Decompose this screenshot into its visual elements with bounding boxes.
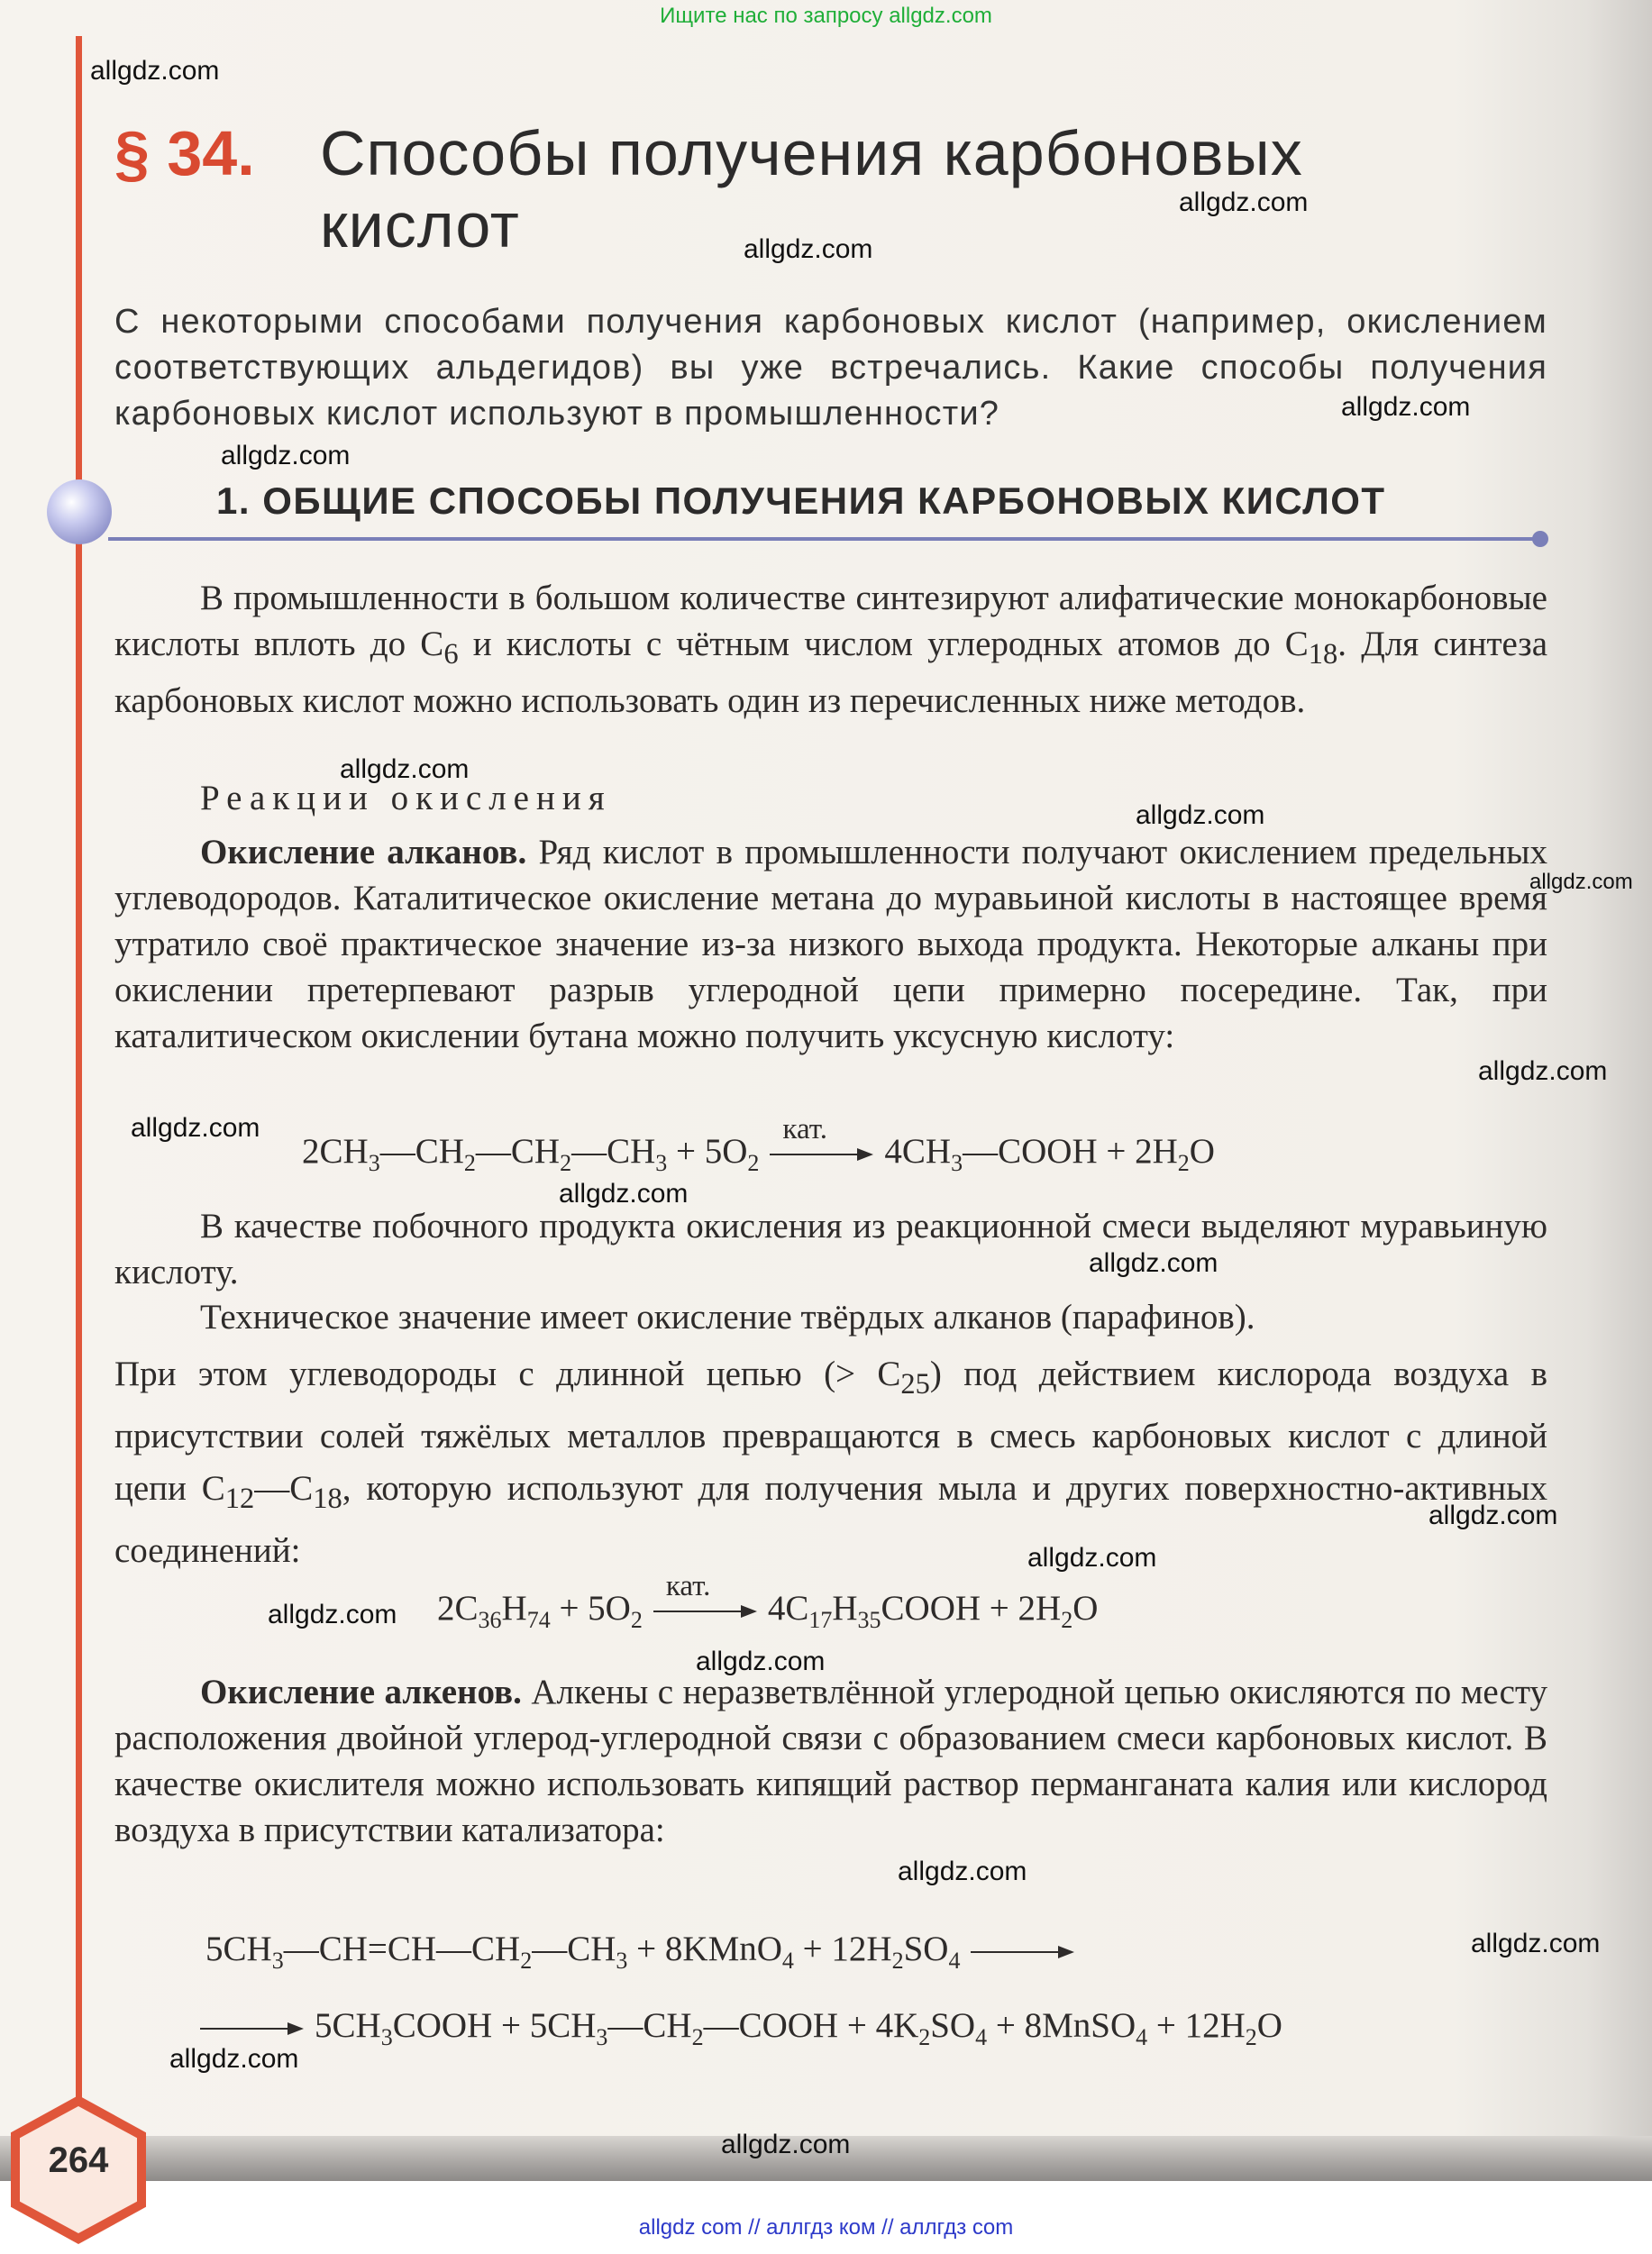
paragraph-alkanes: Окисление алканов. Ряд кислот в промышленности получают окислением предельных углеводородов. Каталитическое окисление метана до муравьиной кислоты в настоящее время утратило своё практическое значение из-за низкого выхода продукта. Некоторые алканы при окислении претерпевают разрыв углеродной цепи примерно посередине. Так, при каталитическом окислении бутана можно получить уксусную кислоту: (114, 833, 1547, 1055)
watermark: allgdz.com (1136, 800, 1265, 830)
paragraph-byproduct: В качестве побочного продукта окисления из реакционной смеси выделяют муравьиную кислоту. (114, 1207, 1547, 1291)
reaction-arrow: кат. (770, 1145, 873, 1164)
section-number: § 34. (114, 118, 255, 188)
paragraph-technical: Техническое значение имеет окисление твёрдых алканов (парафинов). (200, 1298, 1255, 1337)
watermark: allgdz.com (559, 1179, 689, 1209)
watermark: allgdz.com (721, 2130, 851, 2159)
watermark: allgdz.com (131, 1113, 260, 1143)
reactions-heading: Реакции окисления (200, 779, 612, 817)
watermark: allgdz.com (1471, 1929, 1601, 1958)
watermark: allgdz.com (1428, 1501, 1558, 1530)
equation-butane-oxidation: $2CH_3—CH_2—CH_2—CH_3 + 5O_2$ кат. $4CH_3—COOH + 2H_2O$ (302, 1113, 1215, 1176)
page-number: 264 (48, 2140, 109, 2180)
subsection-rule (108, 537, 1541, 541)
watermark: allgdz.com (898, 1857, 1027, 1886)
watermark: allgdz.com (1529, 870, 1633, 894)
paragraph-paraffin: При этом углеводороды с длинной цепью (> $C_{25}$) под действием кислорода воздуха в присутствии солей тяжёлых металлов превращаются в смесь карбоновых кислот с длиной цепи $C_{12}—C_{18}$, которую используют для получения мыла и других поверхностно-активных соединений: (114, 1355, 1548, 1570)
watermark: allgdz.com (169, 2044, 299, 2074)
section-title-line2: кислот (320, 190, 520, 260)
alkenes-heading: Окисление алкенов. (200, 1673, 522, 1711)
paragraph-industry: В промышленности в большом количестве синтезируют алифатические монокарбоновые кислоты вплоть до $C_6$ и кислоты с чётным числом углеродных атомов до $C_{18}$. Для синтеза карбоновых кислот можно использовать один из перечисленных ниже методов. (114, 579, 1548, 720)
reaction-arrow: кат. (653, 1602, 757, 1620)
top-banner: Ищите нас по запросу allgdz.com (660, 4, 992, 28)
subsection-rule-dot (1532, 531, 1548, 547)
subsection-ball-icon (47, 479, 112, 544)
margin-rule (76, 36, 82, 2109)
watermark: allgdz.com (744, 234, 873, 264)
reaction-arrow (971, 1943, 1074, 1961)
watermark: allgdz.com (696, 1647, 826, 1676)
watermark: allgdz.com (1089, 1248, 1218, 1278)
watermark: allgdz.com (1478, 1056, 1608, 1086)
reaction-arrow (200, 2020, 304, 2038)
equation-paraffin-oxidation: $2C_{36}H_{74} + 5O_2$ кат. $4C_{17}H_{35}COOH + 2H_2O$ (437, 1570, 1099, 1633)
subsection-title: 1. ОБЩИЕ СПОСОБЫ ПОЛУЧЕНИЯ КАРБОНОВЫХ КИСЛОТ (216, 479, 1386, 522)
bottom-banner: allgdz com // аллгдз ком // аллгдз com (638, 2215, 1014, 2240)
alkanes-heading: Окисление алканов. (200, 833, 527, 871)
intro-paragraph: С некоторыми способами получения карбоновых кислот (например, окислением соответствующих альдегидов) вы уже встречались. Какие способы получения карбоновых кислот используют в промышленности? (114, 303, 1547, 433)
paragraph-alkenes: Окисление алкенов. Алкены с неразветвлённой углеродной цепью окисляются по месту расположения двойной углерод-углеродной связи с образованием смеси карбоновых кислот. В качестве окислителя можно использовать кипящий раствор перманганата калия или кислород воздуха в присутствии катализатора: (114, 1673, 1547, 1849)
equation-alkene-oxidation-line1: $5CH_3—CH=CH—CH_2—CH_3$ + 8KMnO$_4$ + $12H_2SO_4$ (205, 1929, 1085, 1975)
watermark: allgdz.com (268, 1600, 397, 1629)
equation-alkene-oxidation-line2: $5CH_3COOH$ + $5CH_3—CH_2—COOH + 4K_2SO_4$ + 8MnSO$_4$ + $12H_2O$ (200, 2005, 1282, 2051)
watermark: allgdz.com (340, 754, 470, 784)
section-title (320, 117, 1582, 261)
watermark: allgdz.com (90, 56, 220, 86)
section-title-line1: Способы получения карбоновых (320, 118, 1303, 188)
watermark: allgdz.com (1027, 1543, 1157, 1573)
watermark: allgdz.com (221, 441, 351, 470)
watermark: allgdz.com (1341, 392, 1471, 422)
watermark: allgdz.com (1179, 187, 1309, 217)
